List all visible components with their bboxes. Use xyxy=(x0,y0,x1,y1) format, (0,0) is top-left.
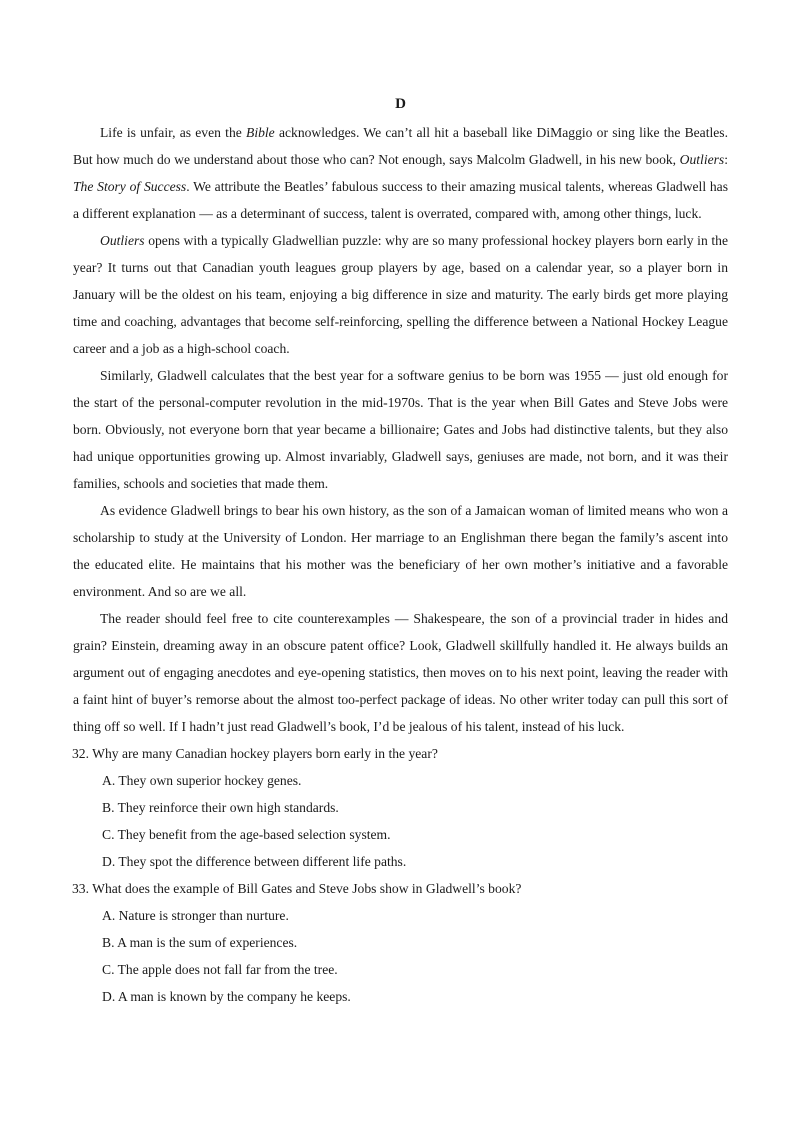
option-b: B. They reinforce their own high standards. xyxy=(102,800,339,815)
option-b: B. A man is the sum of experiences. xyxy=(102,935,298,950)
option-c: C. The apple does not fall far from the tree. xyxy=(102,962,338,977)
p1-text-1: Life is unfair, as even the xyxy=(100,125,247,140)
question-options xyxy=(73,767,728,875)
p1-text-2: acknowledges. We can’t all hit a baseball like DiMaggio or sing like the Beatles. But how much do we understand about those who can? Not enough, says Malcolm Gladwell, in his new book, xyxy=(73,125,728,167)
question-options xyxy=(73,902,728,1010)
option-a: A. They own superior hockey genes. xyxy=(102,773,302,788)
passage-paragraph-3: Similarly, Gladwell calculates that the best year for a software genius to be born was 1955 — just old enough for the start of the personal-computer revolution in the mid-1970s. That is the year when Bill Gates and Steve Jobs were born. Obviously, not everyone born that year became a billionaire; Gates and Jobs had distinctive talents, but they also had unique opportunities growing up. Almost invariably, Gladwell says, geniuses are made, not born, and it was their families, schools and societies that made them. xyxy=(73,368,728,491)
question-32 xyxy=(73,740,728,875)
p2-text: opens with a typically Gladwellian puzzle: why are so many professional hockey players born early in the year? It turns out that Canadian youth leagues group players by age, based on a calendar year, so a player born in January will be the oldest on his team, enjoying a big difference in size and maturity. The early birds get more playing time and coaching, advantages that become self-reinforcing, spelling the difference between a National Hockey League career and a job as a high-school coach. xyxy=(73,233,728,356)
p1-book-title: Outliers xyxy=(679,152,725,167)
passage-paragraph-1 xyxy=(73,119,728,227)
exam-page xyxy=(73,92,728,1010)
question-text: 33. What does the example of Bill Gates and Steve Jobs show in Gladwell’s book? xyxy=(72,881,522,896)
question-text: 32. Why are many Canadian hockey players born early in the year? xyxy=(72,746,438,761)
passage-paragraph-2 xyxy=(73,227,728,362)
option-c: C. They benefit from the age-based selection system. xyxy=(102,827,391,842)
p1-colon: : xyxy=(724,152,728,167)
passage-paragraph-4: As evidence Gladwell brings to bear his own history, as the son of a Jamaican woman of limited means who won a scholarship to study at the University of London. Her marriage to an Englishman there began the family’s ascent into the educated elite. He maintains that his mother was the beneficiary of her own mother’s initiative and a favorable environment. And so are we all. xyxy=(73,503,728,599)
question-list xyxy=(73,740,728,1010)
option-a: A. Nature is stronger than nurture. xyxy=(102,908,289,923)
p2-book-title: Outliers xyxy=(100,233,145,248)
option-d: D. They spot the difference between different life paths. xyxy=(102,854,407,869)
p1-bible-title: Bible xyxy=(246,125,275,140)
p1-text-3: . We attribute the Beatles’ fabulous success to their amazing musical talents, whereas Gladwell has a different explanation — as a determinant of success, talent is overrated, compared with, among other things, luck. xyxy=(73,179,728,221)
p1-book-subtitle: The Story of Success xyxy=(73,179,187,194)
option-d: D. A man is known by the company he keeps. xyxy=(102,989,351,1004)
section-title: D xyxy=(395,96,406,112)
question-33 xyxy=(73,875,728,1010)
passage-paragraph-5: The reader should feel free to cite counterexamples — Shakespeare, the son of a provincial trader in hides and grain? Einstein, dreaming away in an obscure patent office? Look, Gladwell skillfully handled it. He always builds an argument out of engaging anecdotes and eye-opening statistics, then moves on to his next point, leaving the reader with a faint hint of buyer’s remorse about the almost too-perfect package of ideas. No other writer today can pull this sort of thing off so well. If I hadn’t just read Gladwell’s book, I’d be jealous of his talent, instead of his luck. xyxy=(73,611,728,734)
